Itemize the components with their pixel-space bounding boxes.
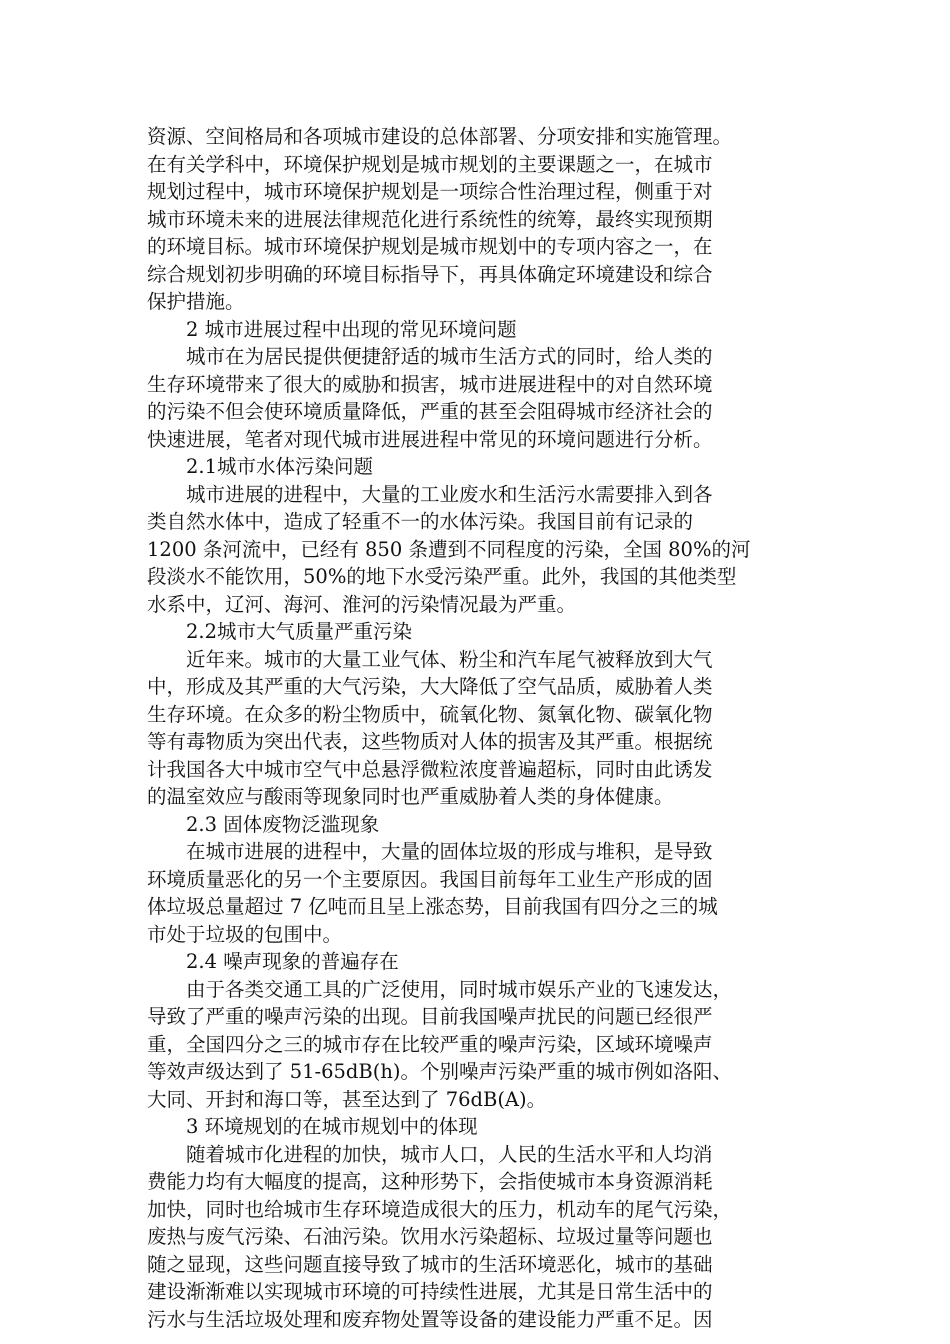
text-line: 的温室效应与酸雨等现象同时也严重威胁着人类的身体健康。	[147, 785, 674, 808]
text-line: 2 城市进展过程中出现的常见环境问题	[186, 317, 517, 341]
text-line: 水系中，辽河、海河、淮河的污染情况最为严重。	[147, 592, 577, 616]
document-body	[147, 123, 811, 1333]
text-line: 综合规划初步明确的环境目标指导下，再具体确定环境建设和综合	[147, 262, 713, 286]
text-line: 城市进展的进程中，大量的工业废水和生活污水需要排入到各	[186, 482, 713, 506]
text-line: 在城市进展的进程中，大量的固体垃圾的形成与堆积，是导致	[186, 840, 713, 863]
text-line: 近年来。城市的大量工业气体、粉尘和汽车尾气被释放到大气	[186, 647, 713, 671]
text-line: 2.3 固体废物泛滥现象	[186, 812, 380, 836]
text-line: 的环境目标。城市环境保护规划是城市规划中的专项内容之一，在	[147, 235, 713, 258]
text-line: 等效声级达到了 51-65dB(h)。个别噪声污染严重的城市例如洛阳、	[147, 1060, 733, 1083]
text-line: 保护措施。	[147, 290, 245, 313]
text-line: 城市环境未来的进展法律规范化进行系统性的统筹，最终实现预期	[147, 207, 713, 231]
text-line: 的污染不但会使环境质量降低，严重的甚至会阻碍城市经济社会的	[147, 400, 713, 423]
text-line: 建设渐渐难以实现城市环境的可持续性进展，尤其是日常生活中的	[147, 1280, 713, 1303]
text-line: 规划过程中，城市环境保护规划是一项综合性治理过程，侧重于对	[147, 180, 713, 203]
text-line: 1200 条河流中，已经有 850 条遭到不同程度的污染，全国 80%的河	[147, 537, 751, 561]
text-line: 城市在为居民提供便捷舒适的城市生活方式的同时，给人类的	[186, 345, 713, 368]
text-line: 2.2城市大气质量严重污染	[186, 620, 413, 643]
text-line: 3 环境规划的在城市规划中的体现	[186, 1115, 478, 1138]
text-line: 随着城市化进程的加快，城市人口，人民的生活水平和人均消	[186, 1142, 713, 1166]
text-line: 资源、空间格局和各项城市建设的总体部署、分项安排和实施管理。	[147, 125, 733, 148]
text-line: 大同、开封和海口等，甚至达到了 76dB(A)。	[147, 1087, 547, 1111]
text-line: 生存环境带来了很大的威胁和损害，城市进展进程中的对自然环境	[147, 372, 713, 396]
text-line: 计我国各大中城市空气中总悬浮微粒浓度普遍超标，同时由此诱发	[147, 757, 713, 781]
text-line: 重，全国四分之三的城市存在比较严重的噪声污染，区域环境噪声	[147, 1032, 713, 1056]
text-line: 体垃圾总量超过 7 亿吨而且呈上涨态势，目前我国有四分之三的城	[147, 895, 718, 918]
text-line: 由于各类交通工具的广泛使用，同时城市娱乐产业的飞速发达，	[186, 977, 733, 1001]
text-line: 2.1城市水体污染问题	[186, 455, 374, 478]
text-line: 污水与生活垃圾处理和废弃物处置等设备的建设能力严重不足。因	[147, 1307, 713, 1331]
text-line: 中，形成及其严重的大气污染，大大降低了空气品质，威胁着人类	[147, 675, 713, 698]
text-line: 导致了严重的噪声污染的出现。目前我国噪声扰民的问题已经很严	[147, 1005, 713, 1028]
text-line: 在有关学科中，环境保护规划是城市规划的主要课题之一，在城市	[147, 152, 713, 176]
text-line: 废热与废气污染、石油污染。饮用水污染超标、垃圾过量等问题也	[147, 1225, 713, 1248]
text-line: 生存环境。在众多的粉尘物质中，硫氧化物、氮氧化物、碳氧化物	[147, 702, 713, 726]
text-line: 等有毒物质为突出代表，这些物质对人体的损害及其严重。根据统	[147, 730, 713, 753]
text-line: 2.4 噪声现象的普遍存在	[186, 950, 399, 973]
text-line: 费能力均有大幅度的提高，这种形势下，会指使城市本身资源消耗	[147, 1170, 713, 1193]
text-line: 环境质量恶化的另一个主要原因。我国目前每年工业生产形成的固	[147, 867, 713, 891]
text-line: 市处于垃圾的包围中。	[147, 922, 343, 946]
text-line: 加快，同时也给城市生存环境造成很大的压力，机动车的尾气污染，	[147, 1197, 733, 1221]
text-line: 随之显现，这些问题直接导致了城市的生活环境恶化，城市的基础	[147, 1252, 713, 1276]
text-line: 快速进展，笔者对现代城市进展进程中常见的环境问题进行分析。	[147, 427, 713, 451]
text-line: 类自然水体中，造成了轻重不一的水体污染。我国目前有记录的	[147, 510, 694, 533]
text-line: 段淡水不能饮用，50%的地下水受污染严重。此外，我国的其他类型	[147, 565, 737, 588]
